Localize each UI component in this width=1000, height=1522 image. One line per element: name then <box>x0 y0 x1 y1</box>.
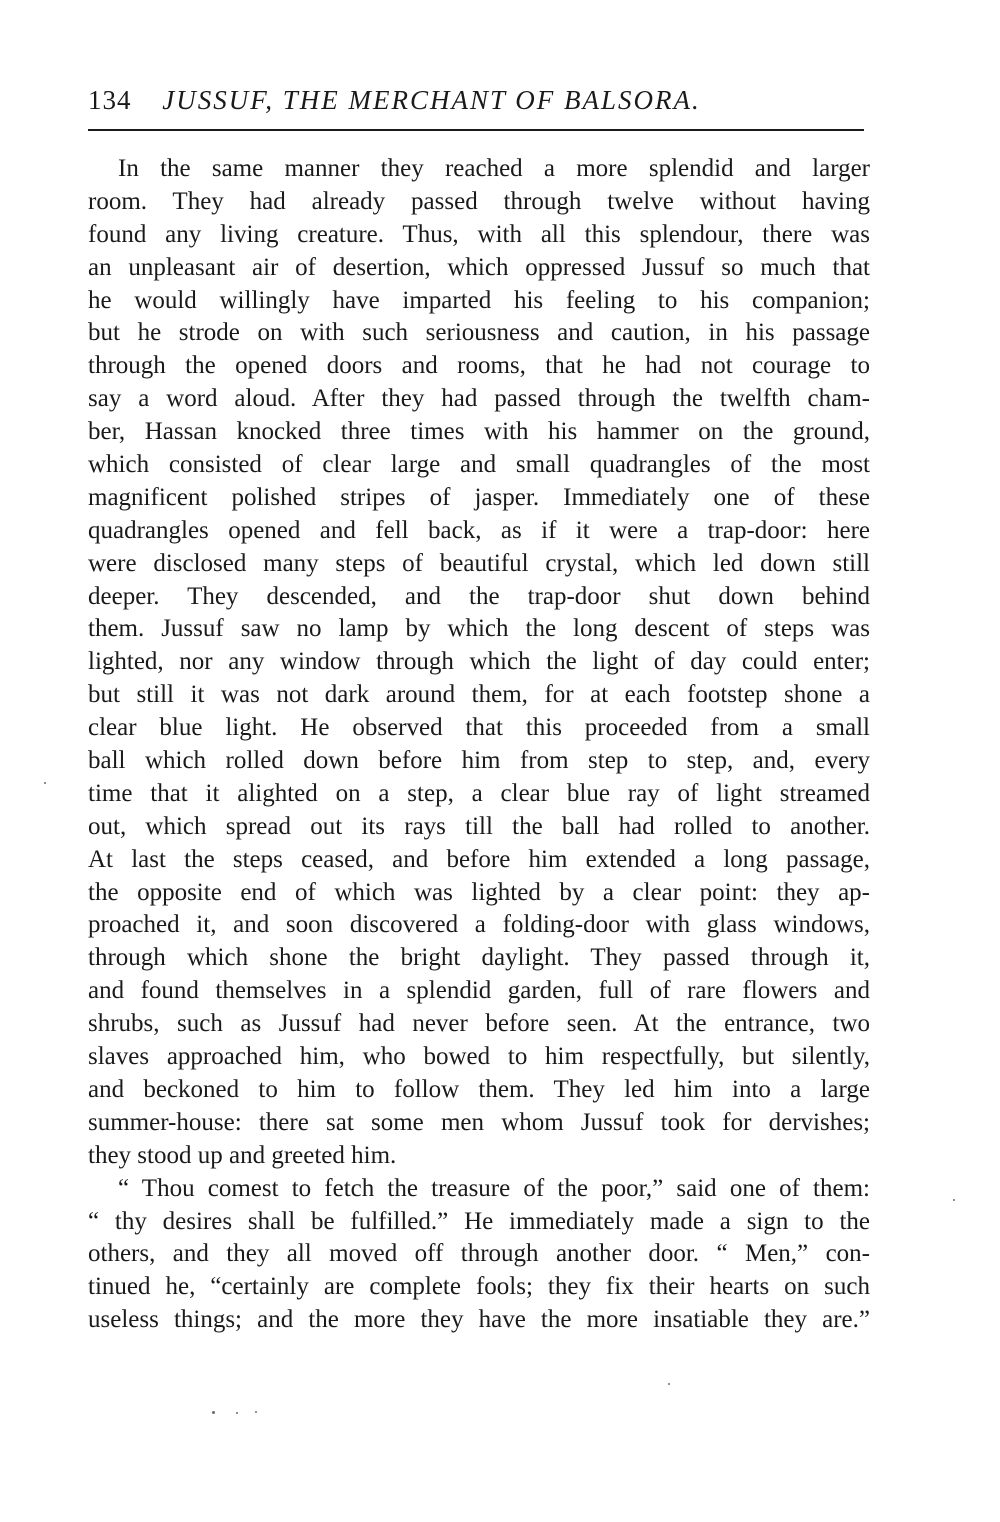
scan-speck <box>668 1383 670 1385</box>
text-line: clear blue light. He observed that this proceeded from a small <box>88 714 870 742</box>
text-line: an unpleasant air of desertion, which oppressed Jussuf so much that <box>88 253 870 281</box>
text-line: “ thy desires shall be fulfilled.” He immediately made a sign to the <box>88 1207 870 1235</box>
text-line: through the opened doors and rooms, that he had not courage to <box>88 352 870 380</box>
text-line: say a word aloud. After they had passed through the twelfth cham- <box>88 385 870 413</box>
scan-speck <box>236 1412 238 1414</box>
text-line: found any living creature. Thus, with all this splendour, there was <box>88 220 870 248</box>
text-line: were disclosed many steps of beautiful crystal, which led down still <box>88 549 870 577</box>
running-head <box>88 80 868 120</box>
text-line: deeper. They descended, and the trap-door shut down behind <box>88 582 870 610</box>
text-line: quadrangles opened and fell back, as if it were a trap-door: here <box>88 516 870 544</box>
text-line: others, and they all moved off through another door. “ Men,” con- <box>88 1240 870 1268</box>
scan-speck <box>953 1199 955 1201</box>
text-line: shrubs, such as Jussuf had never before seen. At the entrance, two <box>88 1010 870 1038</box>
text-line: and found themselves in a splendid garden, full of rare flowers and <box>88 977 870 1005</box>
text-line: lighted, nor any window through which the light of day could enter; <box>88 648 870 676</box>
text-line: but still it was not dark around them, for at each footstep shone a <box>88 681 870 709</box>
text-line: slaves approached him, who bowed to him respectfully, but silently, <box>88 1043 870 1071</box>
text-line: them. Jussuf saw no lamp by which the long descent of steps was <box>88 615 870 643</box>
text-line: he would willingly have imparted his feeling to his companion; <box>88 286 870 314</box>
body-text <box>88 153 870 1337</box>
scan-speck <box>44 782 46 784</box>
text-line: and beckoned to him to follow them. They led him into a large <box>88 1075 870 1103</box>
text-line: room. They had already passed through twelve without having <box>88 187 870 215</box>
text-line: which consisted of clear large and small quadrangles of the most <box>88 451 870 479</box>
text-line: but he strode on with such seriousness and caution, in his passage <box>88 319 870 347</box>
text-line: magnificent polished stripes of jasper. Immediately one of these <box>88 483 870 511</box>
text-line: proached it, and soon discovered a folding-door with glass windows, <box>88 911 870 939</box>
header-rule <box>88 129 864 131</box>
text-line: ber, Hassan knocked three times with his hammer on the ground, <box>88 418 870 446</box>
text-line: they stood up and greeted him. <box>88 1141 397 1169</box>
text-line: summer-house: there sat some men whom Jussuf took for dervishes; <box>88 1108 870 1136</box>
text-line: out, which spread out its rays till the ball had rolled to another. <box>88 812 870 840</box>
scan-speck <box>255 1411 257 1413</box>
text-line: At last the steps ceased, and before him extended a long passage, <box>88 845 870 873</box>
text-line: the opposite end of which was lighted by a clear point: they ap- <box>88 878 870 906</box>
scan-speck <box>212 1411 215 1414</box>
text-line: tinued he, “certainly are complete fools; they fix their hearts on such <box>88 1273 870 1301</box>
text-line: ball which rolled down before him from step to step, and, every <box>88 747 870 775</box>
text-line: useless things; and the more they have the more insatiable they are.” <box>88 1306 870 1334</box>
running-title: JUSSUF, THE MERCHANT OF BALSORA. <box>162 85 701 115</box>
text-line: time that it alighted on a step, a clear blue ray of light streamed <box>88 779 870 807</box>
text-line: In the same manner they reached a more splendid and larger <box>118 155 870 182</box>
page-number: 134 <box>88 85 132 115</box>
text-line: “ Thou comest to fetch the treasure of the poor,” said one of them: <box>118 1174 870 1202</box>
text-line: through which shone the bright daylight. They passed through it, <box>88 944 870 972</box>
